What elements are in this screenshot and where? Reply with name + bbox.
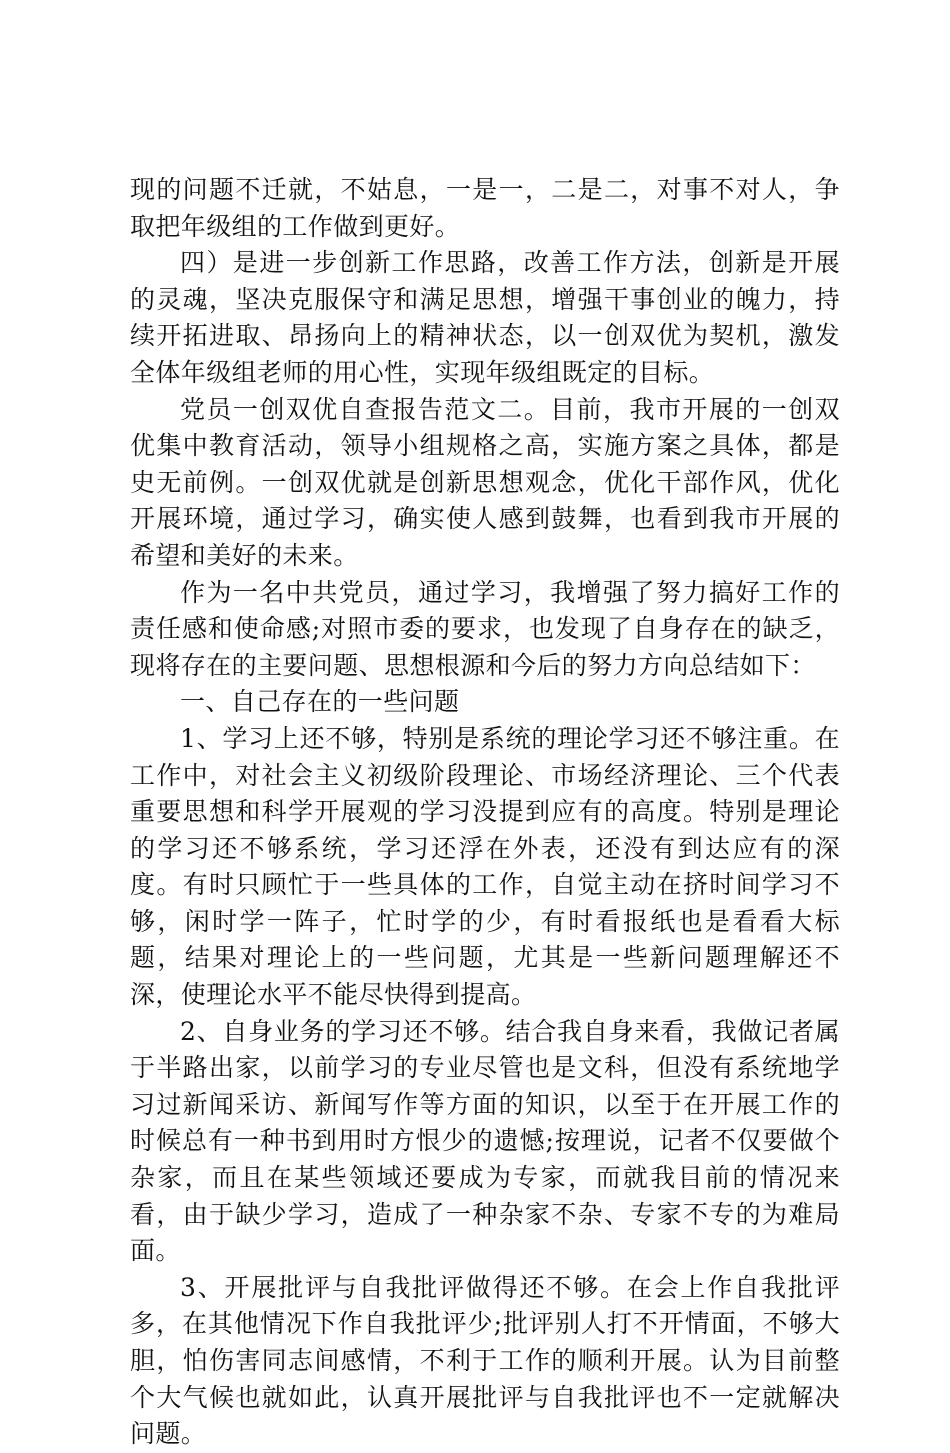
paragraph-continuation: 现的问题不迁就，不姑息，一是一，二是二，对事不对人，争取把年级组的工作做到更好。 (130, 175, 840, 241)
paragraph-problem-3: 3、开展批评与自我批评做得还不够。在会上作自我批评多，在其他情况下作自我批评少;批评别人打不开情面，不够大胆，怕伤害同志间感情，不利于工作的顺利开展。认为目前整个大气候也就如此，认真开展批评与自我批评也不一定就解决问题。 (130, 1272, 840, 1449)
paragraph-sample-two-intro: 党员一创双优自查报告范文二。目前，我市开展的一创双优集中教育活动，领导小组规格之高，实施方案之具体，都是史无前例。一创双优就是创新思想观念，优化干部作风，优化开展环境，通过学习，确实使人感到鼓舞，也看到我市开展的希望和美好的未来。 (130, 394, 840, 570)
paragraph-point-four: 四）是进一步创新工作思路，改善工作方法，创新是开展的灵魂，坚决克服保守和满足思想，增强干事创业的魄力，持续开拓进取、昂扬向上的精神状态，以一创双优为契机，激发全体年级组老师的用心性，实现年级组既定的目标。 (130, 248, 840, 387)
paragraph-problem-1: 1、学习上还不够，特别是系统的理论学习还不够注重。在工作中，对社会主义初级阶段理论、市场经济理论、三个代表重要思想和科学开展观的学习没提到应有的高度。特别是理论的学习还不够系统，学习还浮在外表，还没有到达应有的深度。有时只顾忙于一些具体的工作，自觉主动在挤时间学习不够，闲时学一阵子，忙时学的少，有时看报纸也是看看大标题，结果对理论上的一些问题，尤其是一些新问题理解还不深，使理论水平不能尽快得到提高。 (130, 723, 840, 1010)
paragraph-problem-2: 2、自身业务的学习还不够。结合我自身来看，我做记者属于半路出家，以前学习的专业尽管也是文科，但没有系统地学习过新闻采访、新闻写作等方面的知识，以至于在开展工作的时候总有一种书到用时方恨少的遗憾;按理说，记者不仅要做个杂家，而且在某些领域还要成为专家，而就我目前的情况来看，由于缺少学习，造成了一种杂家不杂、专家不专的为难局面。 (130, 1016, 840, 1266)
section-heading-problems: 一、自己存在的一些问题 (180, 687, 460, 717)
document-body (130, 172, 840, 1453)
paragraph-party-member-reflection: 作为一名中共党员，通过学习，我增强了努力搞好工作的责任感和使命感;对照市委的要求，也发现了自身存在的缺乏，现将存在的主要问题、思想根源和今后的努力方向总结如下： (130, 577, 840, 680)
